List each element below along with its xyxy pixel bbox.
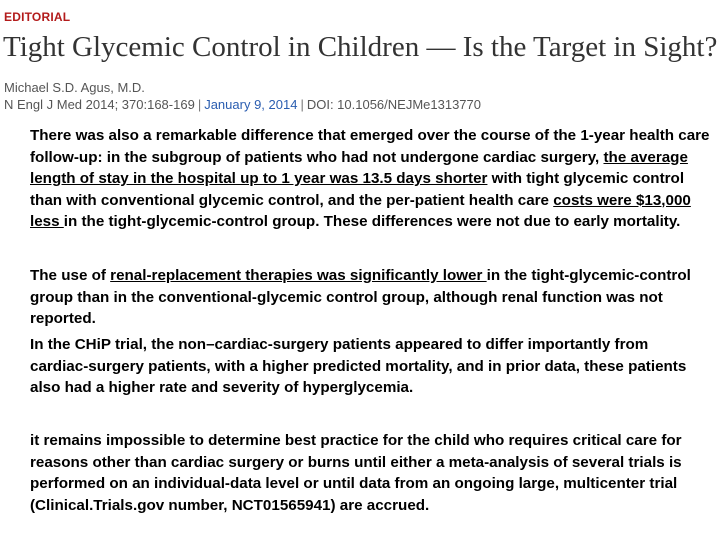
underlined-text: costs were $13,000 less: [30, 191, 691, 230]
journal-citation: N Engl J Med 2014; 370:168-169: [4, 97, 195, 112]
separator: |: [197, 97, 202, 112]
article-title: Tight Glycemic Control in Children — Is the Target in Sight?: [3, 31, 718, 63]
citation-line: [4, 97, 481, 112]
paragraph-renal-therapy: [30, 265, 710, 330]
section-label: EDITORIAL: [4, 10, 71, 24]
underlined-text: renal-replacement therapies was significantly lower: [110, 267, 487, 284]
separator: |: [300, 97, 304, 112]
underlined-text: the average length of stay in the hospital up to 1 year was 13.5 days shorter: [30, 148, 688, 187]
text-run: There was also a remarkable difference that emerged over the course of the 1-year health care follow-up: in the subgroup of patients who had not undergone cardiac surgery,: [30, 127, 710, 166]
paragraph-best-practice: it remains impossible to determine best practice for the child who requires critical care for reasons other than cardiac surgery or burns until either a meta-analysis of several trials is performed on an individual-data level or until data from an ongoing large, multicenter trial (Clinical.Trials.gov number, NCT01565941) are accrued.: [30, 432, 682, 514]
paragraph-length-of-stay: [30, 125, 710, 233]
doi[interactable]: DOI: 10.1056/NEJMe1313770: [306, 97, 481, 112]
text-run: in the tight-glycemic-control group. These differences were not due to early mortality.: [63, 213, 681, 230]
author-link[interactable]: Michael S.D. Agus, M.D.: [4, 80, 145, 95]
paragraph-chip-trial: In the CHiP trial, the non–cardiac-surgery patients appeared to differ importantly from cardiac-surgery patients, with a higher predicted mortality, and in prior data, these patients also had a higher rate and severity of hyperglycemia.: [30, 336, 687, 396]
text-run: with tight glycemic control than with conventional glycemic control, and the per-patient health care: [30, 170, 685, 209]
text-run: The use of: [30, 267, 111, 284]
publication-date: January 9, 2014: [204, 97, 298, 112]
text-run: in the tight-glycemic-control group than in the conventional-glycemic control group, although renal function was not reported.: [30, 267, 691, 327]
